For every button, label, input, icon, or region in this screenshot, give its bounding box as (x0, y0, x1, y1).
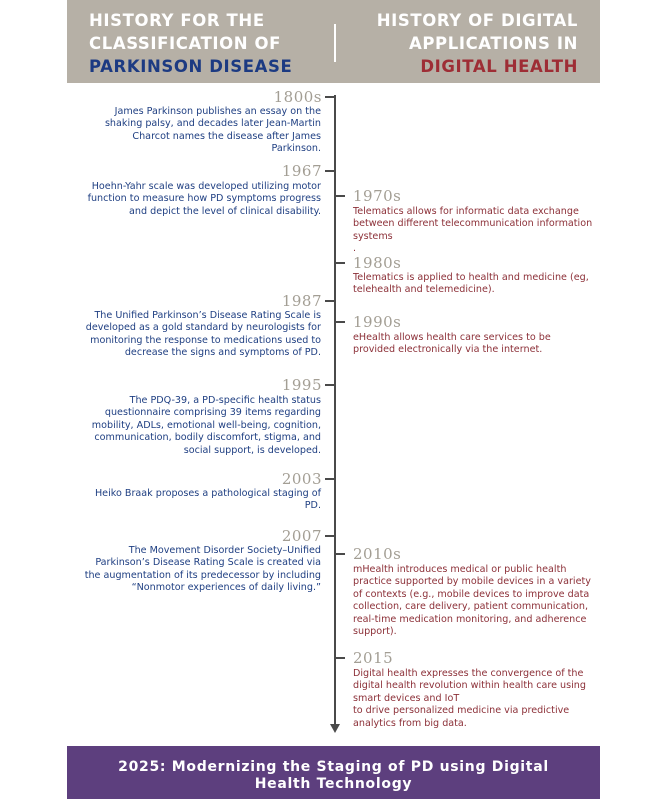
left-event-year: 1987 (281, 292, 322, 310)
right-title-highlight: DIGITAL HEALTH (420, 57, 578, 76)
timeline-arrow-head (330, 724, 340, 733)
left-event-text: The Unified Parkinson’s Disease Rating Scale is developed as a gold standard by neurologists for monitoring the response to medications used to decrease the signs and symptoms of PD. (85, 310, 321, 359)
right-event-year: 2010s (353, 545, 402, 563)
tick-left-2003 (325, 478, 335, 480)
left-event-text: The Movement Disorder Society–Unified Parkinson’s Disease Rating Scale is created via the augmentation of its predecessor by including “Nonmotor experiences of daily living.” (84, 545, 321, 594)
left-event-text: Heiko Braak proposes a pathological staging of PD. (94, 488, 321, 512)
timeline-axis (334, 95, 336, 725)
tick-right-1970s (335, 195, 345, 197)
tick-right-2015 (335, 657, 345, 659)
tick-left-1800s (325, 96, 335, 98)
tick-left-1967 (325, 170, 335, 172)
right-event-text: Telematics allows for informatic data exchange between different telecommunication information systems . (353, 206, 593, 255)
left-event-year: 2007 (281, 527, 322, 545)
left-title-highlight: PARKINSON DISEASE (89, 57, 293, 76)
tick-left-1987 (325, 300, 335, 302)
left-event-year: 1967 (281, 162, 322, 180)
left-title-line-1: HISTORY FOR THE (89, 11, 265, 30)
right-event-year: 2015 (353, 649, 394, 667)
right-event-text: eHealth allows health care services to be provided electronically via the internet. (353, 332, 551, 356)
tick-left-2007 (325, 535, 335, 537)
left-title-line-2: CLASSIFICATION OF (89, 34, 282, 53)
left-event-text: The PDQ-39, a PD-specific health status questionnaire comprising 39 items regarding mobility, ADLs, emotional well-being, cognition, communication, bodily discomfort, stigma, and social support, is developed. (91, 395, 321, 456)
tick-left-1995 (325, 384, 335, 386)
right-event-year: 1970s (353, 187, 402, 205)
tick-right-1980s (335, 262, 345, 264)
footer-banner (67, 746, 600, 799)
right-event-text: Digital health expresses the convergence of the digital health revolution within health care using smart devices and IoT to drive personalized medicine via predictive analytics from big data. (353, 668, 586, 729)
right-event-year: 1990s (353, 313, 402, 331)
banner-title: 2025: Modernizing the Staging of PD using Digital Health Technology (118, 759, 549, 792)
left-event-text: Hoehn-Yahr scale was developed utilizing motor function to measure how PD symptoms progress and depict the level of clinical disability. (87, 181, 321, 217)
left-event-year: 2003 (281, 470, 322, 488)
tick-right-2010s (335, 553, 345, 555)
right-event-text: Telematics is applied to health and medicine (eg, telehealth and telemedicine). (353, 272, 589, 296)
left-event-year: 1995 (281, 376, 322, 394)
right-event-year: 1980s (353, 254, 402, 272)
header-divider (334, 24, 336, 62)
left-event-text: James Parkinson publishes an essay on the shaking palsy, and decades later Jean-Martin Charcot names the disease after James Parkinson. (104, 106, 321, 155)
right-title-line-2: APPLICATIONS IN (408, 34, 578, 53)
header-bar (67, 0, 600, 83)
right-column-title (377, 9, 578, 78)
right-title-line-1: HISTORY OF DIGITAL (376, 11, 578, 30)
right-event-text: mHealth introduces medical or public health practice supported by mobile devices in a variety of contexts (e.g., mobile devices to improve data collection, care delivery, patient communication, real-time medication monitoring, and adherence support). (353, 564, 591, 638)
tick-right-1990s (335, 321, 345, 323)
left-column-title (89, 9, 292, 78)
left-event-year: 1800s (273, 88, 322, 106)
